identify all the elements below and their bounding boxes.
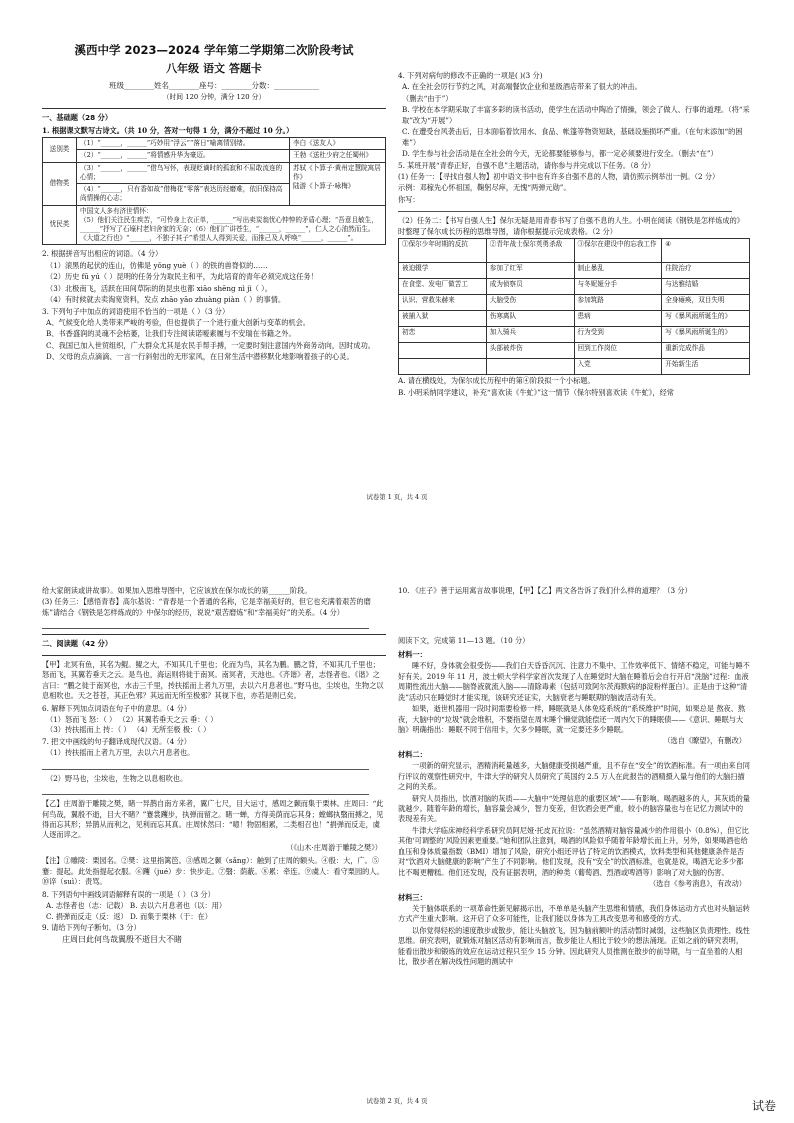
- table-cell: 认识、营救朱赫来: [399, 295, 487, 311]
- table-row: [399, 295, 750, 311]
- author-line: 陆游《卜算子·咏梅》: [293, 182, 355, 191]
- exam-page-2: [0, 585, 794, 1105]
- table-row: [43, 138, 386, 150]
- growth-mindmap-table: [398, 238, 750, 375]
- exam-page-1: [0, 0, 794, 500]
- question-4: 4. 下列对病句的修改不正确的一项是( )(3 分): [398, 71, 543, 80]
- passage-yi: 【乙】庄周游于雕陵之樊，睹一异鹊自南方来者，翼广七尺，目大运寸，感周之颡而集于栗林。庄周曰：“此何鸟哉，翼殷不逝，目大不睹？”蹇裳躩步，执弹而留之。睹一蝉，方得美荫而忘其身；螳螂执翳而搏之，见得而忘其形；异鹊从而利之，见利而忘其真。庄周怵然曰：“噫！物固相累，二类相召也！”捐弹而反走，虞人逐而谇之。: [42, 799, 384, 840]
- q5-task-1: (1) 任务一：【寻找自强人物】初中语文书中也有许多自强不息的人物，请仿照示例举出一例。（2 分）: [398, 171, 720, 181]
- table-row: [399, 311, 750, 327]
- table-cell: 参加筑路: [574, 295, 662, 311]
- table-cell: 行为受到: [574, 327, 662, 343]
- page-footer: 试卷第 1 页，共 4 页: [366, 493, 428, 501]
- table-cell: 回到工作岗位: [574, 343, 662, 359]
- category-cell: 送别类: [43, 138, 77, 162]
- table-cell: 成为侦察员: [486, 279, 574, 295]
- passage-yi-source: （《山木·庄周游于雕陵之樊》）: [286, 842, 382, 852]
- annotations: 【注】①雕陵：栗园名。②樊：这里指篱笆。③感周之颡（sǎng）：触到了庄周的额头。④殷：大，广。⑤蹇：提起。此处指提起衣服。⑥躩（jué）步：快步走。⑦翳：荫蔽。⑧累：牵连。⑨虞人：看守栗园的人。⑩谇（suì）：责骂。: [42, 856, 384, 887]
- question-1: 1. 根据课文默写古诗文。（共 10 分，答对一句得 1 分，满分不超过 10 分。）: [42, 125, 294, 135]
- fill-cell[interactable]: （4）“______，只有香如故”借梅花“零落”表达历经磨难，依旧保持高尚情操的心志；: [77, 184, 290, 205]
- table-row: [43, 205, 386, 245]
- table-row: [399, 343, 750, 359]
- q5-continued[interactable]: 给大家朗读或讲故事）。如果加入思维导图中，它应该放在保尔成长的第______阶段。: [42, 586, 312, 595]
- material-2-para: 研究人员指出，饮酒对脑的灰质——大脑中“处理信息的重要区域”——有影响。喝酒越多的人，其灰质的量就越少。随着年龄的增长，脑容量会减少，智力变差，但饮酒会更严重，较小的脑容量也与在记忆力测试中的表现差有关。: [398, 793, 750, 824]
- q3-option[interactable]: C、我国已加入世贸组织，广大群众尤其是农民手帮手搏，一定要时刻注意国内外商务动向，因时成功。: [46, 340, 375, 350]
- divider: [42, 655, 386, 656]
- page-footer: 试卷第 2 页，共 4 页: [366, 1097, 428, 1105]
- material-2-para: 牛津大学临床神经科学系研究员阿尼娅·托皮瓦拉说：“虽然酒精对脑容量减少的作用很小（0.8%），但它比其他‘可调整的’风险因素更重要。”她和团队注意到，喝酒的风险似乎随着年龄增长而上升，另外，如果喝酒也给血压和身体质量指数（BMI）增加了风险，研究小组还评估了特定的饮酒模式，饮料类型和其他健康条件是否对“饮酒对大脑健康的影响”产生了不同影响。他们发现，没有“安全”的饮酒标准，也就是说，喝酒无论多少都比不喝更糟糕。他们还发现，没有证据表明，酒的种类（葡萄酒、烈酒或啤酒等）影响了对大脑的伤害。: [398, 825, 749, 877]
- table-cell: [486, 359, 574, 375]
- material-3-para: 关于脑体联系的一项革命性新见解揭示出，不单单是头脑产生思维和情感，我们身体运动方式也对头脑运转方式产生重大影响。这开启了众多可能性，让我们能以身体为工具改变思考和感受的方式。: [398, 903, 750, 924]
- material-1-title: 材料一：: [398, 649, 427, 659]
- q2-item[interactable]: （1）滚黑的起伏的连山，仿佛是 yǒng yuè（ ）的铁的兽脊似的……: [46, 260, 268, 270]
- fill-intro: 中国文人多有济世情怀：: [80, 206, 153, 215]
- table-cell: 加入骑兵: [486, 327, 574, 343]
- table-cell: 大脑受伤: [486, 295, 574, 311]
- table-cell: 全身瘫痪，双目失明: [662, 295, 750, 311]
- table-row: [399, 359, 750, 375]
- material-3-para: 以你觉得轻松的速度散步或散步，能让头脑放飞，因为脑前额叶的活动暂时减弱，这些脑区负责理性、线性思维。研究表明，就锻炼对脑区活动有影响而言，散步能让人相比于较少的想法涌现。正如之前的研究表明，能看出散步和锻炼的效应在运动过程只至少 15 分钟。因此研究人员推测在散步的前导期，与一直坐着的人相比，散步者在解决线性问题的测试中: [398, 925, 750, 967]
- q7-sentence-2: （2）野马也，尘埃也，生物之以息相吹也。: [46, 773, 188, 783]
- q10-answer-area[interactable]: [398, 597, 750, 635]
- q3-option[interactable]: A、气候变化给人类带来严峻的考验，但也提供了一个进行重大创新与变革的机会。: [46, 318, 310, 328]
- table-cell: 患病: [574, 311, 662, 327]
- q2-item[interactable]: （4）有时候就去卖淘宽资料，发点 zhāo yāo zhuàng piàn（ ）的事情。: [46, 295, 286, 305]
- table-row: [399, 327, 750, 343]
- table-cell: 被迫辍学: [399, 263, 487, 279]
- q2-item[interactable]: （3）北极南飞，活跃在田间草际的的昆虫也都 xiāo shēng nì jì（ ）。: [46, 283, 272, 293]
- table-row: [43, 162, 386, 183]
- page1-left-column: [42, 0, 386, 364]
- corner-label: 试卷: [751, 1098, 776, 1113]
- material-2-para: 一项新的研究显示，酒精消耗量越多，大脑健康受损越严重，且不存在“安全”的饮酒标准。有一项由来自同行评议的观察性研究中，牛津大学的研究人员研究了英国约 2.5 万人在此报告的酒精摄入量与他们的大脑扫描之间的关系。: [398, 761, 750, 792]
- question-6: 6. 解释下列加点词语在句子中的意思。（4 分）: [42, 703, 191, 713]
- stage-header-blank[interactable]: ④: [662, 239, 750, 263]
- q7-sentence-1: （1）抟扶摇而上者九万里，去以六月息者也。: [46, 748, 195, 758]
- q2-item[interactable]: （2）历史 fū yú（ ）昆明的任务分为取民主和平，为此培育的青年必须完成这任务！: [46, 272, 318, 282]
- exam-title: 溪西中学 2023—2024 学年第二学期第二次阶段考试: [74, 43, 354, 57]
- table-cell: [399, 343, 487, 359]
- q5-task-3: (3) 任务三：【感悟青春】高尔基说：“青春是一个普通的名称，它是幸福美好的，但它也充满着艰苦的磨炼”请结合《钢铁是怎样炼成的》中保尔的经历，说说“艰苦磨炼”和“幸福美好”的关系。（4 分）: [42, 597, 371, 617]
- author-cell: 王勃《送杜少府之任蜀州》: [290, 150, 386, 162]
- table-cell: 重新完成作品: [662, 343, 750, 359]
- table-row: [43, 150, 386, 162]
- question-5: 5. 某班开展“青春正好，自强不息”主题活动，请你参与并完成以下任务。（8 分）: [398, 160, 655, 170]
- student-info-line[interactable]: 班级________姓名________座号：________分数：____________: [109, 80, 319, 90]
- fill-cell[interactable]: （2）“______，______”将情感升华为豪迈。: [77, 150, 290, 162]
- category-cell: 借物类: [43, 162, 77, 205]
- answer-line[interactable]: [398, 211, 732, 212]
- answer-line[interactable]: [42, 769, 369, 770]
- question-8: 8. 下列语句中画线词语解释有误的一项是（ ）（3 分）: [42, 889, 215, 899]
- material-2-source: （选自《参考消息》，有改动）: [648, 879, 746, 889]
- time-score-line: （时间 120 分钟，满分 120 分）: [162, 93, 266, 102]
- q5-example: 示例：邓稼先心怀祖国，鞠躬尽瘁，无愧“两弹元勋”。: [398, 183, 571, 193]
- table-cell: 写《暴风雨所诞生的》: [662, 327, 750, 343]
- author-cell: 李白《送友人》: [290, 138, 386, 150]
- passage-jia: 【甲】北冥有鱼，其名为鲲。鲲之大，不知其几千里也；化而为鸟，其名为鹏。鹏之背，不知其几千里也；怒而飞，其翼若垂天之云。是鸟也，海运则将徙于南冥。南冥者，天池也。《齐谐》者，志怪者也。《谐》之言曰：“鹏之徙于南冥也，水击三千里，抟扶摇而上者九万里，去以六月息者也。”野马也，尘埃也，生物之以息相吹也。天之苍苍，其正色邪？其远而无所至极邪？其视下也，亦若是则已矣。: [42, 659, 384, 701]
- question-3: 3. 下列句子中加点的词语使用不恰当的一项是（ ）（3 分）: [42, 306, 230, 316]
- section-heading-reading: 二、阅读题（42 分）: [42, 639, 113, 649]
- table-header-row: [399, 239, 750, 263]
- table-cell: 初恋: [399, 327, 487, 343]
- author-cell: [290, 162, 386, 205]
- fill-text: （5）他们关注民生疾苦，“可怜身上衣正单，______”写出卖炭翁忧心忡忡的矛盾心理；“吾意且敏生，______”抒写了石壕村老妇舍家的无奈；（6）他们广讲苍生，“______，______”，仁人之心油然而生。《大道之行也》“______，不独子其子”希望人人得到关爱，而推己及人呼唤“______，______”。: [80, 215, 378, 243]
- fill-cell[interactable]: （3）“______，______”借鸟写怀，表现贬谪时的孤寂和不屈敢流连的心情；: [77, 162, 290, 183]
- stage-header: ③保尔在建设中的忘我工作: [574, 239, 662, 263]
- question-7: 7. 把文中画线的句子翻译成现代汉语。（4 分）: [42, 736, 191, 746]
- q4-option[interactable]: D. 学生参与社会活动是在全社会的今天，无论都要能够参与，都一定必须要进行安全。（删去“在”）: [402, 149, 718, 159]
- table-cell: 写《暴风雨所诞生的》: [662, 311, 750, 327]
- author-line: 苏轼《卜算子·黄州定慧院寓居作》: [293, 163, 381, 181]
- q3-option[interactable]: B、书香盛润的灵魂不会枯萎，让我们专注阅读诺嗳素履与不安瑞在书籍之外。: [46, 329, 296, 339]
- q4-option[interactable]: A. 在全社会厉行节约之风，对高端餐饮企业和星级酒店带来了很大的冲击。: [402, 82, 642, 92]
- table-cell: 伤寒离队: [486, 311, 574, 327]
- q5-task-2b: B. 小明采纳同学建议，补充“喜欢读《牛虻》”这一情节（保尔特别喜欢读《牛虻》，经常: [398, 387, 674, 397]
- page1-right-column: [398, 70, 750, 399]
- exam-subtitle: 八年级 语文 答题卡: [166, 61, 262, 75]
- q4-option[interactable]: C. 在遭受台风袭击后，日本面临着饮用水、食品、帐篷等物资短缺，基础设施损坏严重。（在句末添加“的困难”）: [402, 127, 743, 147]
- divider: [42, 108, 386, 109]
- answer-line[interactable]: [42, 794, 369, 795]
- page2-left-column: [42, 585, 386, 947]
- table-row: [399, 263, 750, 279]
- q5-task-2a: A. 请在横线处，为保尔成长历程中的第④阶段拟一个小标题。: [398, 376, 595, 386]
- table-cell: 制止暴乱: [574, 263, 662, 279]
- stage-header: ②青年战士保尔英勇杀敌: [486, 239, 574, 263]
- table-cell: 头部被炸伤: [486, 343, 574, 359]
- q9-sentence[interactable]: 庄周曰此何鸟哉翼殷不逝目大不睹: [62, 935, 182, 945]
- q5-answer-field[interactable]: 你写：: [398, 194, 420, 204]
- fill-cell[interactable]: （1）“______，______”巧妙用“浮云”“落日”喻离情别绪。: [77, 138, 290, 150]
- question-9: 9. 请给下列句子断句。（3 分）: [42, 922, 141, 932]
- table-cell: 开始新生活: [662, 359, 750, 375]
- material-1-source: （选自《瞭望》，有删改）: [663, 736, 746, 746]
- table-cell: 住院治疗: [662, 263, 750, 279]
- table-cell: [399, 359, 487, 375]
- answer-line[interactable]: [42, 628, 369, 629]
- material-1-para: 如果，逝世机器用一段时间需要检修一样，睡眠就是人体免疫系统的“系统维护”时间，如果总是 熬夜、熬夜，大脑中的“垃圾”就会堆积，不要指望在周末睡个懒觉就能偿还一周内欠下的睡眠债——《意识、睡眠与大脑》明确指出：睡眠不同于信用卡，欠多少睡眠，就一定要还多少睡眠。: [398, 704, 746, 734]
- q6-items[interactable]: （1）怒而飞 怒：（ ） （2）其翼若垂天之云 垂：（ ） （3）抟扶摇而上 抟：（ ） （4）无所至极 极：（ ）: [46, 714, 218, 735]
- question-10: 10. 《庄子》善于运用寓言故事说理，【甲】【乙】两文各告诉了我们什么样的道理？（3 分）: [398, 586, 692, 595]
- q4-note: （删去“由于”）: [402, 93, 453, 103]
- table-cell: 与达雅结婚: [662, 279, 750, 295]
- question-2: 2. 根据拼音写出相应的词语。（4 分）: [42, 249, 163, 259]
- section-heading-basics: 一、基础题（28 分）: [42, 113, 113, 123]
- table-cell: 入党: [574, 359, 662, 375]
- table-cell: 被捕入狱: [399, 311, 487, 327]
- table-cell: 与冬妮娅分手: [574, 279, 662, 295]
- q8-options[interactable]: A. 志怪者也（志：记载） B. 去以六月息者也（以：用） C. 捐弹而反走（反：返） D. 而集于栗林（于：在）: [46, 901, 227, 921]
- poetry-fill-table: [42, 137, 386, 245]
- q4-option[interactable]: B. 学校在本学期采取了丰富多彩的读书活动，使学生在活动中陶冶了情操，领会了做人、行事的道理。（将“采取”改为“开展”）: [402, 105, 750, 125]
- reading-prompt: 阅读下文，完成第 11—13 题。（10 分）: [398, 636, 530, 646]
- page2-right-column: [398, 585, 750, 969]
- stage-header: ①保尔少年时期的反抗: [399, 239, 487, 263]
- material-3-title: 材料三：: [398, 892, 427, 902]
- category-cell: 忧民类: [43, 205, 77, 245]
- material-2-title: 材料二：: [398, 749, 427, 759]
- table-cell: 在食堂、发电厂做苦工: [399, 279, 487, 295]
- divider: [42, 634, 386, 635]
- q3-option[interactable]: D、父母的点点滴滴、一言一行斜射出的无形家风，在日常生活中潜移默化地影响着孩子的心灵。: [46, 352, 354, 362]
- material-1-para: 睡不好，身体就会很受伤——我们白天昏昏沉沉、注意力不集中、工作效率低下、情绪不稳定，可能与睡不好有关。2019 年 11 月，波士顿大学科学家首次发现了人在睡觉时大脑在睡着后会自行开启“洗脑”过程：血液周期性流出大脑——脑脊液就流入脑——清除毒素（包括可致阿尔茨海默病的β淀粉样蛋白）。正是由于这种“清洗”活动只在睡觉时才能实现，该研究还证实，大脑衰老与睡眠期的脑波活动有关。: [398, 661, 750, 702]
- fill-cell[interactable]: [77, 205, 386, 245]
- table-cell: 参加了红军: [486, 263, 574, 279]
- q5-task-2: （2）任务二：【书写自强人生】保尔无疑是用青春书写了自强不息的人生。小明在阅读《钢铁是怎样炼成的》时整理了保尔成长历程的思维导图，请你根据提示完成表格。（2 分）: [398, 216, 744, 236]
- table-row: [399, 279, 750, 295]
